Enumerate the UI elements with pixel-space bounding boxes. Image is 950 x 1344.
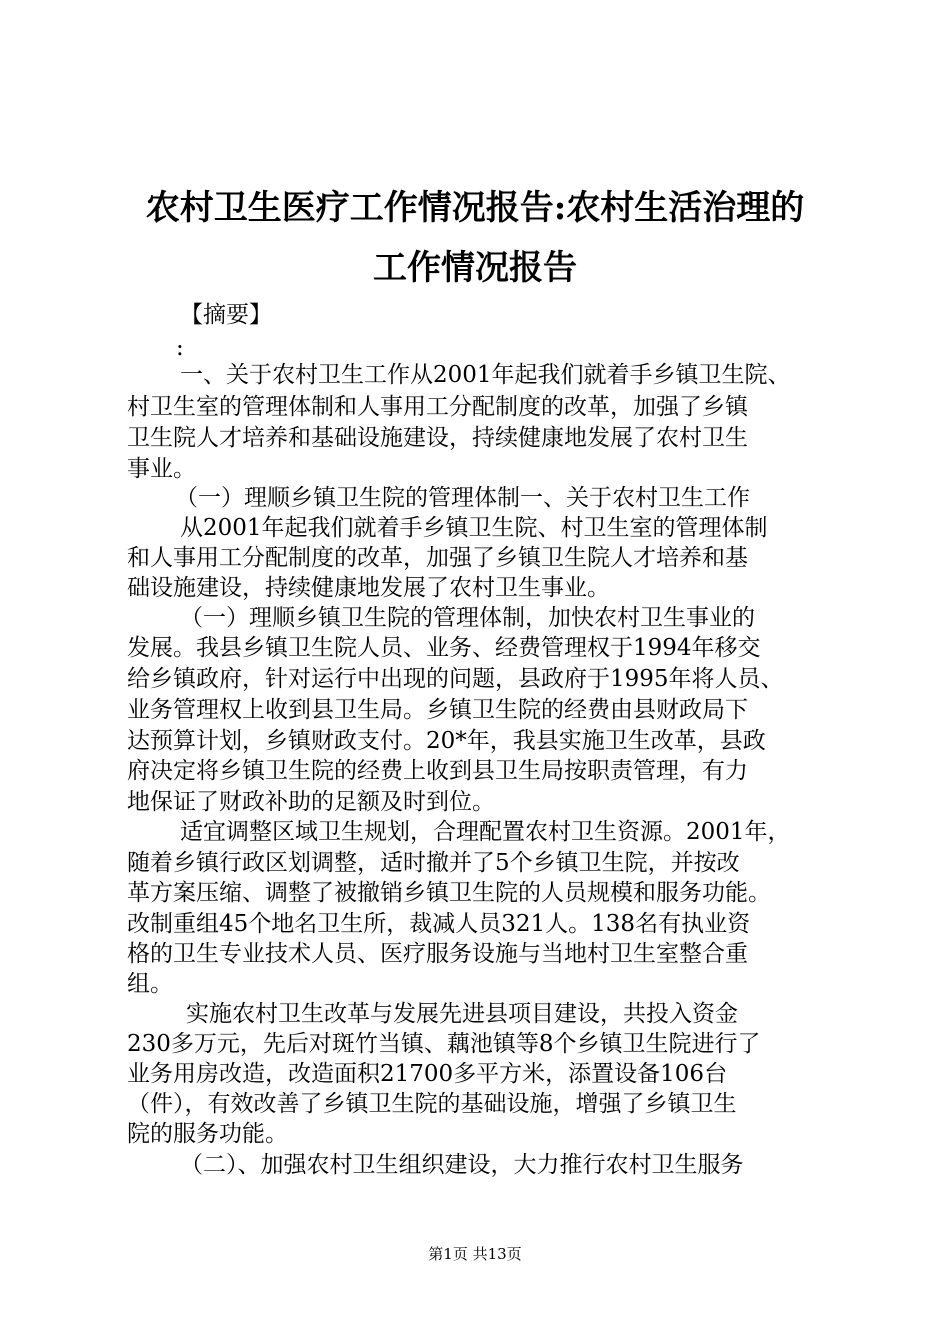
- body-line: 达预算计划，乡镇财政支付。20*年，我县实施卫生改革，县政: [127, 728, 766, 754]
- body-line: 院的服务功能。: [127, 1121, 288, 1147]
- document-title-line-1: 农村卫生医疗工作情况报告:农村生活治理的: [145, 188, 805, 228]
- body-line: 给乡镇政府，针对运行中出现的问题，县政府于1995年将人员、: [127, 666, 784, 692]
- body-line: 改制重组45个地名卫生所，裁减人员321人。138名有执业资: [127, 911, 751, 937]
- body-line: 村卫生室的管理体制和人事用工分配制度的改革，加强了乡镇: [127, 394, 748, 420]
- body-line: 事业。: [127, 456, 196, 482]
- page-number-footer: 第1页 共13页: [428, 1245, 522, 1263]
- body-line: 随着乡镇行政区划调整，适时撤并了5个乡镇卫生院，并按改: [127, 850, 740, 876]
- body-line: （一）理顺乡镇卫生院的管理体制，加快农村卫生事业的: [180, 605, 755, 631]
- body-line: 业务管理权上收到县卫生局。乡镇卫生院的经费由县财政局下: [127, 697, 748, 723]
- body-line: 从2001年起我们就着手乡镇卫生院、村卫生室的管理体制: [180, 515, 768, 541]
- document-title-line-2: 工作情况报告: [373, 248, 577, 288]
- body-line: （件），有效改善了乡镇卫生院的基础设施，增强了乡镇卫生: [127, 1091, 737, 1117]
- body-line: 地保证了财政补助的足额及时到位。: [127, 789, 495, 815]
- body-line: 230多万元，先后对斑竹当镇、藕池镇等8个乡镇卫生院进行了: [127, 1031, 761, 1057]
- body-line: 业务用房改造，改造面积21700多平方米，添置设备106台: [127, 1061, 728, 1087]
- body-line: 革方案压缩、调整了被撤销乡镇卫生院的人员规模和服务功能。: [127, 880, 771, 906]
- body-line: （二）、加强农村卫生组织建设，大力推行农村卫生服务: [180, 1152, 744, 1178]
- abstract-heading: 【摘要】: [180, 302, 272, 328]
- body-line: 组。: [127, 971, 173, 997]
- body-line: 适宜调整区域卫生规划，合理配置农村卫生资源。2001年，: [180, 819, 791, 845]
- body-line: 一、关于农村卫生工作从2001年起我们就着手乡镇卫生院、: [180, 362, 791, 388]
- body-line: 和人事用工分配制度的改革，加强了乡镇卫生院人才培养和基: [127, 545, 748, 571]
- body-line: 发展。我县乡镇卫生院人员、业务、经费管理权于1994年移交: [127, 635, 761, 661]
- body-line: 卫生院人才培养和基础设施建设，持续健康地发展了农村卫生: [127, 425, 748, 451]
- body-line: 实施农村卫生改革与发展先进县项目建设，共投入资金: [186, 1001, 738, 1027]
- body-line: （一）理顺乡镇卫生院的管理体制一、关于农村卫生工作: [175, 485, 750, 511]
- abstract-colon: :: [176, 335, 184, 361]
- body-line: 础设施建设，持续健康地发展了农村卫生事业。: [127, 575, 610, 601]
- body-line: 格的卫生专业技术人员、医疗服务设施与当地村卫生室整合重: [127, 941, 748, 967]
- body-line: 府决定将乡镇卫生院的经费上收到县卫生局按职责管理，有力: [127, 758, 748, 784]
